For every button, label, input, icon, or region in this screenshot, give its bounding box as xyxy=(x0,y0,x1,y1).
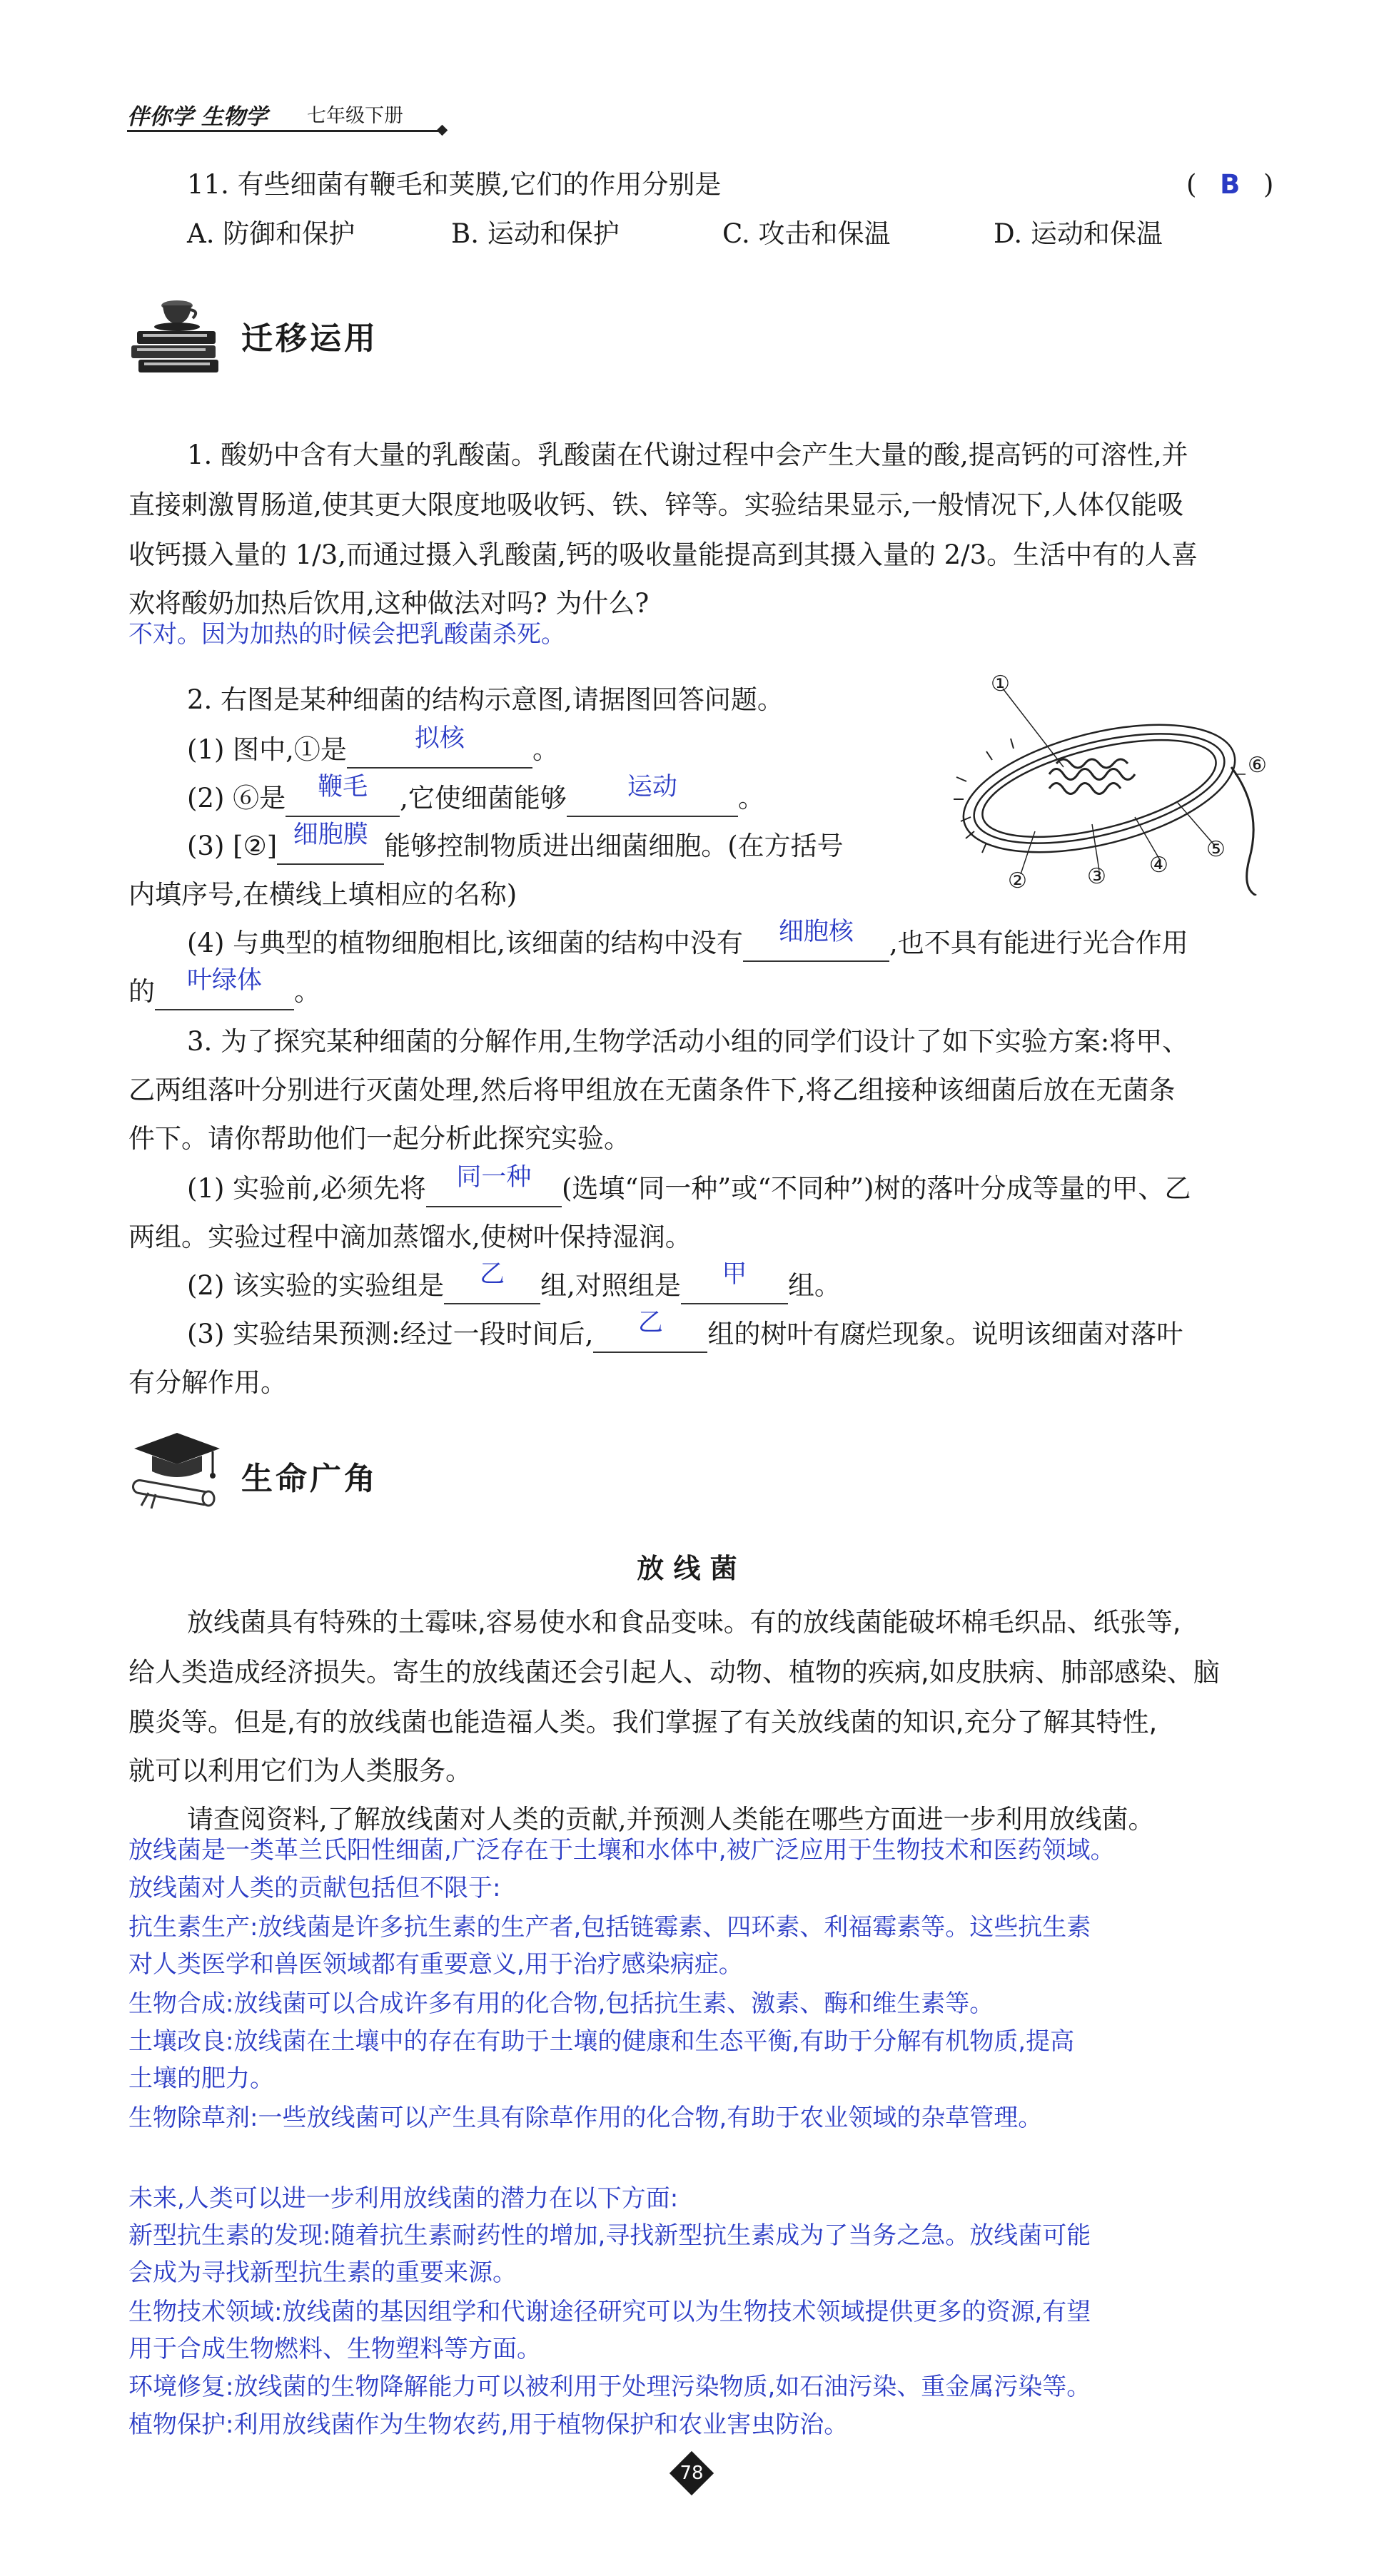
p1-line-4: 欢将酸奶加热后饮用,这种做法对吗? 为什么? xyxy=(128,588,650,619)
p3-q1-line-2: 两组。实验过程中滴加蒸馏水,使树叶保持湿润。 xyxy=(128,1222,692,1252)
p3-q2: (2) 该实验的实验组是 乙 组,对照组是 甲 组。 xyxy=(187,1267,841,1304)
page-number: 78 xyxy=(680,2463,704,2484)
answer-line-4: 对人类医学和兽医领域都有重要意义,用于治疗感染病症。 xyxy=(128,1950,743,1979)
p2-q3-answer: 细胞膜 xyxy=(293,821,368,849)
p1-line-2: 直接刺激胃肠道,使其更大限度地吸收钙、铁、锌等。实验结果显示,一般情况下,人体仅能吸 xyxy=(128,490,1184,520)
header-brand: 伴你学 生物学 xyxy=(127,104,268,130)
p2-q3-line-2: 内填序号,在横线上填相应的名称) xyxy=(128,879,517,910)
answer-line-12: 会成为寻找新型抗生素的重要来源。 xyxy=(128,2258,517,2287)
page-number-badge xyxy=(670,2451,714,2495)
p2-intro: 2. 右图是某种细菌的结构示意图,请据图回答问题。 xyxy=(187,684,784,715)
diagram-label-1: ① xyxy=(991,671,1010,696)
p1-line-1: 1. 酸奶中含有大量的乳酸菌。乳酸菌在代谢过程中会产生大量的酸,提高钙的可溶性,并 xyxy=(187,440,1188,470)
p1-line-3: 收钙摄入量的 1/3,而通过摄入乳酸菌,钙的吸收量能提高到其摄入量的 2/3。生活中有的人喜 xyxy=(128,539,1198,570)
answer-line-15: 环境修复:放线菌的生物降解能力可以被利用于处理污染物质,如石油污染、重金属污染等。 xyxy=(128,2373,1091,2401)
diagram-label-3: ③ xyxy=(1087,864,1106,889)
answer-line-16: 植物保护:利用放线菌作为生物农药,用于植物保护和农业害虫防治。 xyxy=(128,2410,849,2439)
header-underline xyxy=(127,130,441,132)
q11-answer-slot: ( B ) xyxy=(1186,166,1273,203)
p2-q1-answer: 拟核 xyxy=(414,724,465,753)
p3-q2-answer-2: 甲 xyxy=(722,1260,747,1289)
p2-q4-answer-1: 细胞核 xyxy=(778,918,854,946)
p3-q3: (3) 实验结果预测:经过一段时间后, 乙 组的树叶有腐烂现象。说明该细菌对落叶 xyxy=(187,1316,1183,1353)
answer-line-14: 用于合成生物燃料、生物塑料等方面。 xyxy=(128,2335,541,2363)
q11-stem: 11. 有些细菌有鞭毛和荚膜,它们的作用分别是 xyxy=(187,169,722,200)
bacterium-diagram xyxy=(942,671,1278,896)
answer-line-10: 未来,人类可以进一步利用放线菌的潜力在以下方面: xyxy=(128,2184,679,2213)
answer-line-6: 土壤改良:放线菌在土壤中的存在有助于土壤的健康和生态平衡,有助于分解有机物质,提高 xyxy=(128,2027,1075,2056)
books-cup-icon xyxy=(127,285,223,375)
p2-q3: (3) [②] 细胞膜 能够控制物质进出细菌细胞。(在方括号 xyxy=(187,828,844,865)
article-question: 请查阅资料,了解放线菌对人类的贡献,并预测人类能在哪些方面进一步利用放线菌。 xyxy=(187,1804,1155,1835)
article-line-4: 就可以利用它们为人类服务。 xyxy=(128,1755,472,1786)
p2-q4: (4) 与典型的植物细胞相比,该细菌的结构中没有 细胞核 ,也不具有能进行光合作用 xyxy=(187,925,1188,962)
header-diamond xyxy=(437,125,448,136)
answer-line-2: 放线菌对人类的贡献包括但不限于: xyxy=(128,1874,501,1902)
p3-q2-answer-1: 乙 xyxy=(480,1260,505,1289)
p3-line-3: 件下。请你帮助他们一起分析此探究实验。 xyxy=(128,1123,630,1154)
section-title-life: 生命广角 xyxy=(241,1461,378,1497)
p3-line-2: 乙两组落叶分别进行灭菌处理,然后将甲组放在无菌条件下,将乙组接种该细菌后放在无菌条 xyxy=(128,1075,1176,1105)
p2-q4-line-2: 的 叶绿体 。 xyxy=(128,973,320,1010)
article-line-1: 放线菌具有特殊的土霉味,容易使水和食品变味。有的放线菌能破坏棉毛织品、纸张等, xyxy=(187,1607,1181,1638)
p2-q2-answer-1: 鞭毛 xyxy=(318,773,368,801)
p2-q2: (2) ⑥是 鞭毛 ,它使细菌能够 运动 。 xyxy=(187,780,764,817)
q11-options xyxy=(187,215,1258,253)
p3-line-1: 3. 为了探究某种细菌的分解作用,生物学活动小组的同学们设计了如下实验方案:将甲、 xyxy=(187,1026,1189,1057)
p2-q1: (1) 图中,①是 拟核 。 xyxy=(187,731,559,769)
p3-q3-answer: 乙 xyxy=(637,1309,663,1337)
answer-line-7: 土壤的肥力。 xyxy=(128,2064,274,2093)
answer-line-5: 生物合成:放线菌可以合成许多有用的化合物,包括抗生素、激素、酶和维生素等。 xyxy=(128,1989,994,2018)
p1-answer: 不对。因为加热的时候会把乳酸菌杀死。 xyxy=(128,620,565,649)
q11-option-d: D. 运动和保温 xyxy=(994,218,1163,249)
diagram-label-4: ④ xyxy=(1149,853,1168,878)
answer-line-1: 放线菌是一类革兰氏阳性细菌,广泛存在于土壤和水体中,被广泛应用于生物技术和医药领域。 xyxy=(128,1836,1115,1865)
answer-line-8: 生物除草剂:一些放线菌可以产生具有除草作用的化合物,有助于农业领域的杂草管理。 xyxy=(128,2104,1043,2132)
header-grade: 七年级下册 xyxy=(307,105,403,127)
q11-option-b: B. 运动和保护 xyxy=(451,218,620,249)
p2-q2-answer-2: 运动 xyxy=(627,773,677,801)
article-line-3: 膜炎等。但是,有的放线菌也能造福人类。我们掌握了有关放线菌的知识,充分了解其特性, xyxy=(128,1707,1158,1738)
p3-q1-answer: 同一种 xyxy=(456,1163,532,1192)
answer-line-3: 抗生素生产:放线菌是许多抗生素的生产者,包括链霉素、四环素、利福霉素等。这些抗生素 xyxy=(128,1913,1091,1942)
q11-option-a: A. 防御和保护 xyxy=(187,218,355,249)
p2-q4-answer-2: 叶绿体 xyxy=(186,966,262,995)
q11-answer: B xyxy=(1220,169,1241,200)
diagram-label-2: ② xyxy=(1008,868,1027,893)
p3-q3-line-2: 有分解作用。 xyxy=(128,1367,287,1398)
diagram-label-5: ⑤ xyxy=(1206,837,1226,862)
article-title: 放 线 菌 xyxy=(637,1553,737,1584)
article-line-2: 给人类造成经济损失。寄生的放线菌还会引起人、动物、植物的疾病,如皮肤病、肺部感染、脑 xyxy=(128,1657,1220,1688)
graduation-cap-icon xyxy=(127,1427,223,1513)
answer-line-13: 生物技术领域:放线菌的基因组学和代谢途径研究可以为生物技术领域提供更多的资源,有望 xyxy=(128,2298,1091,2326)
q11-option-c: C. 攻击和保温 xyxy=(722,218,891,249)
section-title-transfer: 迁移运用 xyxy=(241,320,378,357)
p3-q1: (1) 实验前,必须先将 同一种 (选填“同一种”或“不同种”)树的落叶分成等量的甲、乙 xyxy=(187,1170,1191,1207)
diagram-label-6: ⑥ xyxy=(1248,753,1267,778)
page-header xyxy=(127,93,448,136)
answer-line-11: 新型抗生素的发现:随着抗生素耐药性的增加,寻找新型抗生素成为了当务之急。放线菌可能 xyxy=(128,2221,1091,2250)
